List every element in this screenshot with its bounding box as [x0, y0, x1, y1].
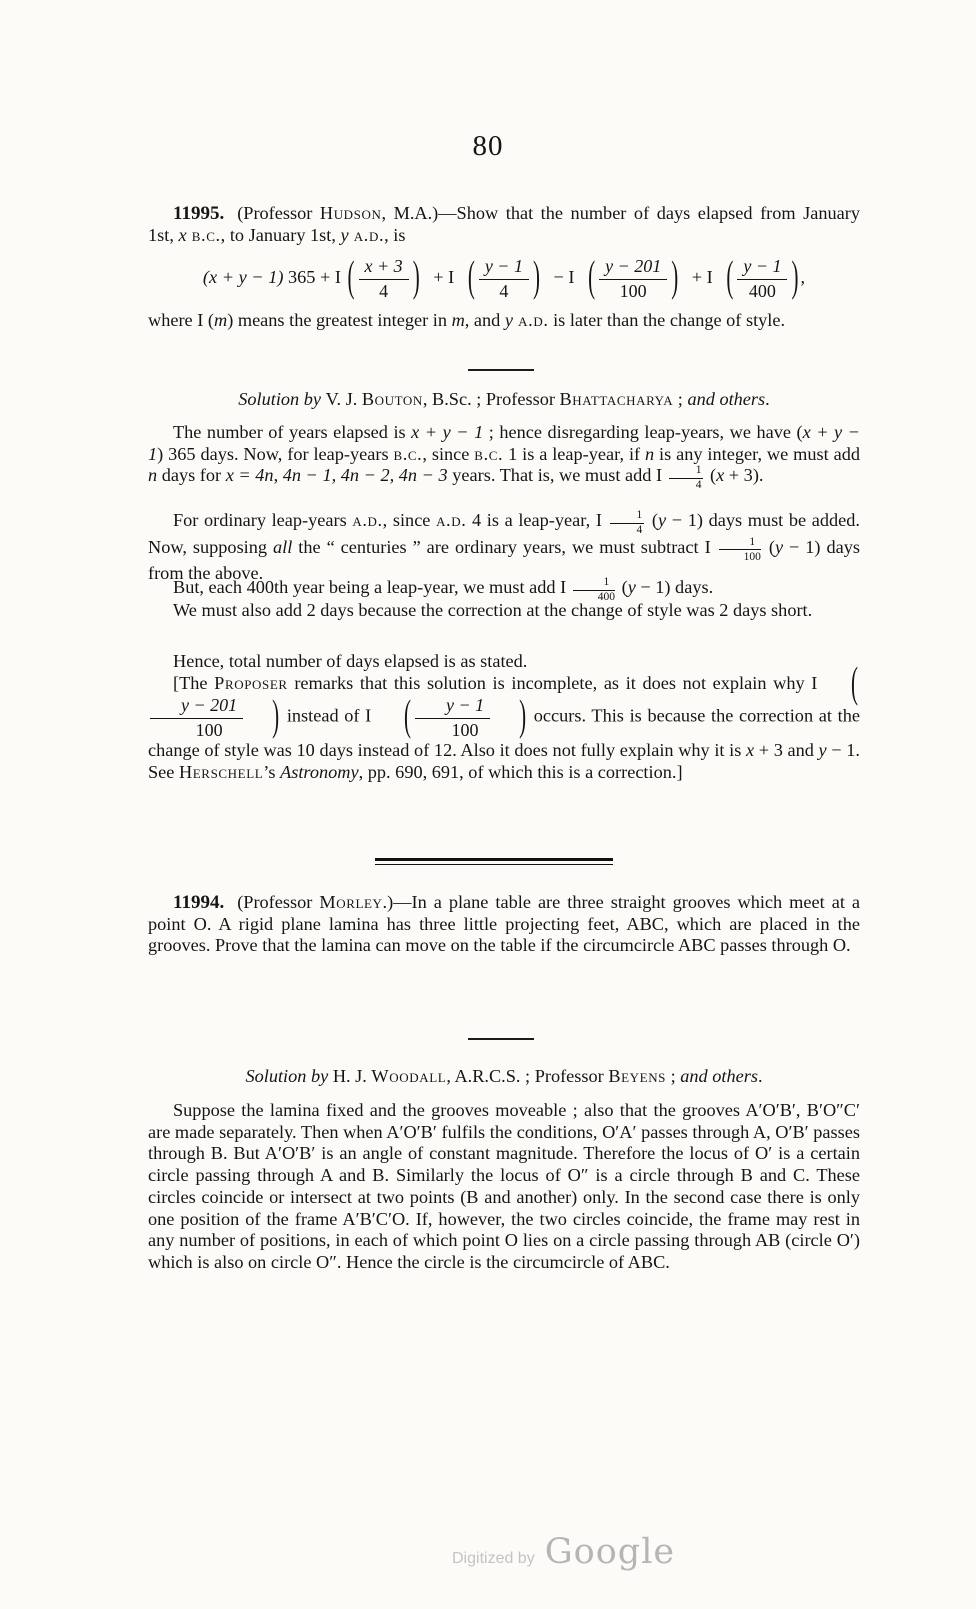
text-run: − 1) days. [635, 577, 714, 597]
math-var: y [818, 740, 827, 761]
big-paren: ) [272, 690, 280, 741]
numerator: y − 1 [737, 256, 787, 280]
text-run: , [273, 465, 283, 486]
era-label: a.d. [513, 310, 549, 330]
equation-tail: , [800, 267, 806, 287]
text-run: . [757, 1066, 763, 1086]
text-run: , B.Sc. ; Professor [422, 389, 560, 409]
big-paren: ) [519, 690, 527, 741]
solution-byline-11995 [148, 389, 860, 411]
numerator: y − 1 [479, 256, 529, 280]
big-paren: ( [851, 658, 858, 708]
text-run: + 3 and [754, 740, 819, 761]
section-divider-thin [468, 369, 534, 371]
watermark-text: Digitized by [452, 1550, 535, 1567]
text-run: ’s [263, 761, 281, 782]
era-label: b.c. [186, 224, 221, 245]
text-run: instead of I [281, 705, 377, 726]
fraction [359, 256, 409, 301]
text-run: Solution by [238, 389, 326, 409]
text-run: , M.A.)—Show that the number of days elapsed from January 1st, [148, 203, 861, 245]
fraction-small [669, 465, 704, 492]
google-logo: Google [544, 1532, 676, 1572]
solver-name: Bhattacharya [559, 389, 674, 409]
numerator: 1 [603, 576, 610, 588]
numerator: y − 201 [599, 256, 667, 280]
text-run: + 3). [724, 465, 764, 486]
big-paren: ) [412, 252, 420, 302]
text-run: ( [705, 465, 717, 486]
text-run: ; hence disregarding leap-years, we have ( [483, 422, 803, 442]
big-paren: ( [467, 252, 475, 302]
math-expr: 4n − 1, 4n − 2, 4n − 3 [282, 465, 448, 486]
denominator: 100 [451, 720, 479, 741]
numerator: 1 [695, 464, 702, 477]
text-run: days for [157, 465, 226, 486]
solution-paragraph [148, 422, 860, 492]
emphasis: all [273, 536, 293, 557]
math-var: x [716, 465, 725, 486]
text-run: and others [687, 389, 766, 409]
text-run: is any integer, we must add [654, 443, 860, 464]
era-label: a.d. [348, 224, 385, 245]
era-label: a.d. [352, 510, 383, 530]
text-run: , pp. 690, 691, of which this is a correction.] [358, 761, 683, 782]
fraction-small [719, 537, 761, 564]
era-label: b.c. [393, 443, 423, 464]
text-run: , and [464, 310, 505, 330]
divider-line [375, 858, 613, 861]
text-run: remarks that this solution is incomplete, as it does not explain why I [287, 673, 824, 693]
denominator: 100 [195, 720, 223, 741]
big-paren: ) [532, 252, 540, 302]
text-run: (Professor [237, 892, 320, 912]
numerator: 1 [636, 509, 643, 521]
equation-lead: (x + y − 1) [202, 267, 284, 287]
math-var: y [658, 510, 667, 530]
math-var: y [504, 310, 513, 330]
math-expr: x = 4n [225, 465, 274, 486]
text-run: .)—In a plane table are three straight grooves which meet at a point O. A rigid plane lamina has three little projecting feet, ABC, which are placed in the grooves. Prove that the lamina can move on the table if the circumcircle ABC passes through O. [148, 892, 861, 956]
equation-note [148, 310, 860, 332]
text-run: 1 is a leap-year, if [503, 443, 646, 464]
denominator: 4 [379, 281, 389, 302]
big-paren: ( [347, 252, 355, 302]
text-run: , A.R.C.S. ; Professor [446, 1066, 609, 1086]
text-run: [The [173, 673, 215, 693]
math-var: y [774, 536, 784, 557]
era-label: b.c. [474, 443, 504, 464]
proposer-label: Proposer [214, 673, 288, 693]
watermark [452, 1532, 676, 1572]
problem-number-11994: 11994. [173, 892, 225, 913]
equation-operator: + I [433, 267, 455, 287]
numerator: x + 3 [359, 256, 409, 280]
solution-paragraph [148, 651, 860, 673]
numerator: 1 [749, 535, 756, 548]
solver-name: Bouton [361, 389, 423, 409]
big-paren: ( [588, 252, 596, 302]
text-run: , since [422, 443, 475, 464]
text-run: is later than the change of style. [548, 310, 786, 330]
numerator: y − 1 [415, 695, 490, 719]
solution-paragraph [148, 510, 860, 585]
problem-statement-11994 [148, 892, 860, 957]
text-run: − 1) days from the above. [148, 536, 860, 583]
denominator: 400 [573, 590, 615, 604]
big-paren: ( [726, 252, 734, 302]
text-run: For ordinary leap-years [173, 510, 353, 530]
big-paren: ) [671, 252, 679, 302]
text-run: But, each 400th year being a leap-year, we must add I [173, 577, 571, 597]
text-run: , is [384, 224, 406, 245]
proposer-name: Morley [319, 892, 383, 912]
text-run: − 1. See [148, 740, 860, 782]
text-run: and others [680, 1066, 758, 1086]
book-title: Astronomy [280, 761, 359, 782]
math-var: x [178, 224, 187, 245]
problem-statement-11995 [148, 203, 860, 246]
solution-byline-11994 [148, 1066, 860, 1088]
math-var: m [451, 310, 465, 330]
denominator: 400 [748, 281, 776, 302]
text-run: . [765, 389, 770, 409]
text-run: − 1) days must be added. Now, supposing [148, 510, 860, 557]
divider-line [375, 864, 613, 866]
solution-paragraph [148, 600, 860, 622]
numerator: y − 201 [150, 695, 243, 719]
text-run: (Professor [237, 203, 320, 223]
math-var: m [213, 310, 228, 330]
fraction-small [610, 510, 645, 537]
fraction [479, 256, 529, 301]
fraction [150, 695, 243, 740]
text-run: The number of years elapsed is [173, 422, 412, 442]
proposer-name: Hudson [319, 203, 382, 223]
equation-operator: + I [691, 267, 713, 287]
text-run: ) means the greatest integer in [227, 310, 452, 330]
text-run: ; [666, 1066, 681, 1086]
math-var: x [745, 740, 755, 761]
math-var: y [340, 224, 349, 245]
page-number: 80 [472, 130, 504, 162]
text-run: 4 is a leap-year, I [466, 510, 608, 530]
text-run: , to January 1st, [220, 224, 341, 245]
section-divider-double [375, 858, 613, 865]
text-run: We must also add 2 days because the correction at the change of style was 2 days short. [173, 600, 813, 620]
text-run: ( [646, 510, 659, 530]
text-run: ( [762, 536, 775, 557]
text-run: ( [617, 577, 628, 597]
solution-paragraph [148, 1100, 860, 1274]
author-name: Herschell [178, 761, 264, 782]
big-paren: ) [791, 252, 799, 302]
text-run: , since [382, 510, 437, 530]
text-run: years. That is, we must add I [447, 465, 667, 486]
text-run: where I ( [148, 310, 214, 330]
text-run: the “ centuries ” are ordinary years, we must subtract I [292, 536, 717, 557]
math-expr: x + y − 1 [148, 422, 861, 464]
text-run: V. J. [325, 389, 362, 409]
math-var: n [645, 443, 655, 464]
denominator: 4 [499, 281, 509, 302]
math-var: y [627, 577, 636, 597]
math-var: n [148, 465, 158, 486]
text-run: Solution by [245, 1066, 333, 1086]
text-run: ) 365 days. Now, for leap-years [157, 443, 394, 464]
text-run: H. J. [332, 1066, 372, 1086]
fraction [599, 256, 667, 301]
text-run: Hence, total number of days elapsed is as stated. [173, 651, 528, 671]
solver-name: Woodall [371, 1066, 447, 1086]
section-divider-thin [468, 1038, 534, 1040]
equation-11995 [148, 247, 860, 307]
fraction [737, 256, 787, 301]
denominator: 4 [610, 523, 645, 537]
denominator: 4 [669, 478, 704, 492]
denominator: 100 [719, 549, 761, 563]
problem-number-11995: 11995. [173, 203, 225, 224]
equation-operator: − I [553, 267, 575, 287]
text-run: ; [673, 389, 688, 409]
equation-lead: 365 + I [288, 267, 341, 287]
text-run: occurs. This is because the correction at the change of style was 10 days instead of 12. Also it does not fully explain why it is [148, 705, 860, 761]
era-label: a.d. [436, 510, 467, 530]
math-expr: x + y − 1 [411, 422, 484, 442]
fraction [415, 695, 490, 740]
text-run: Suppose the lamina fixed and the grooves moveable ; also that the grooves A′O′B′, B′O″C′ are made separately. Then when A′O′B′ fulfils the conditions, O′A′ passes through A, O′B′ passes through B. But A′O′B′ is an angle of constant magnitude. Therefore the locus of O′ is a certain circle passing through A and B. Similarly the locus of O″ is a circle through B and C. These circles coincide or intersect at two points (B and another) only. In the second case there is only one position of the frame A′B′C′O. If, however, the two circles coincide, the frame may rest in any number of positions, in each of which point O lies on a circle passing through AB (circle O′) which is also on circle O″. Hence the circle is the circumcircle of ABC. [148, 1100, 860, 1272]
denominator: 100 [619, 281, 647, 302]
big-paren: ( [403, 690, 411, 741]
solver-name: Beyens [608, 1066, 667, 1086]
